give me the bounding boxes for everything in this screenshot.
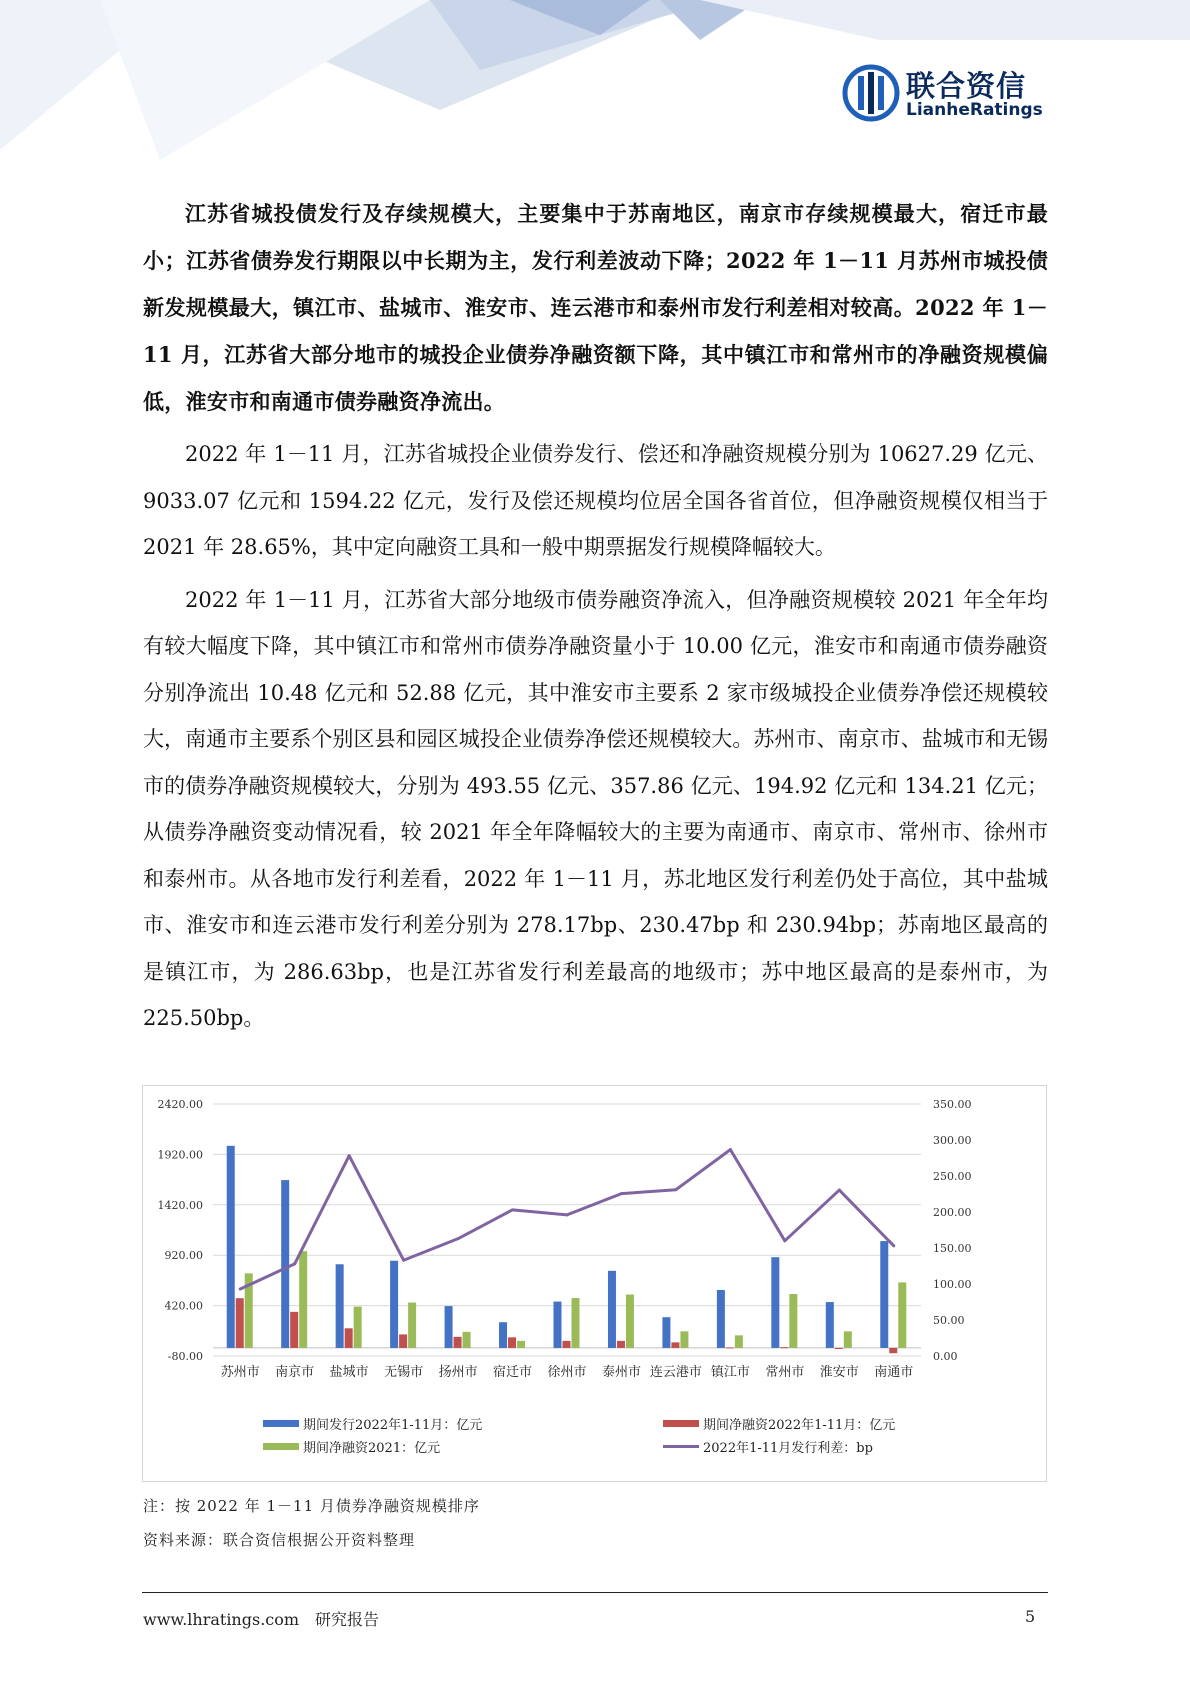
legend-item-issuance — [263, 1414, 482, 1433]
bar-issuance — [445, 1306, 453, 1348]
y-right-tick-label: 150.00 — [933, 1242, 972, 1255]
y-left-tick-label: 2420.00 — [157, 1098, 203, 1111]
x-category-label: 连云港市 — [649, 1365, 702, 1380]
y-right-tick-label: 350.00 — [933, 1098, 972, 1111]
summary-paragraph: 江苏省城投债发行及存续规模大，主要集中于苏南地区，南京市存续规模最大，宿迁市最小；江苏省债券发行期限以中长期为主，发行利差波动下降；2022 年 1－11 月苏州市城投债新发规模最大，镇江市、盐城市、淮安市、连云港市和泰州市发行利差相对较高。2022 年 1－11 月，江苏省大部分地市的城投企业债券净融资额下降，其中镇江市和常州市的净融资规模偏低，淮安市和南通市债券融资净流出。 — [143, 201, 1048, 414]
bar-net-2021 — [572, 1298, 580, 1348]
bar-issuance — [390, 1261, 398, 1348]
bar-issuance — [554, 1302, 562, 1348]
bar-net-2021 — [844, 1331, 852, 1348]
y-right-tick-label: 0.00 — [933, 1350, 958, 1363]
y-left-tick-label: 920.00 — [164, 1249, 203, 1263]
chart-note: 注：按 2022 年 1－11 月债券净融资规模排序 — [143, 1497, 480, 1515]
legend-item-net-2022 — [663, 1414, 895, 1433]
bar-net-2021 — [354, 1307, 362, 1348]
x-category-label: 南通市 — [874, 1365, 914, 1380]
chart-source: 资料来源：联合资信根据公开资料整理 — [143, 1531, 416, 1549]
bar-issuance — [771, 1257, 779, 1348]
report-body — [143, 190, 1048, 1042]
y-left-tick-label: 1420.00 — [157, 1198, 203, 1212]
y-right-tick-label: 50.00 — [933, 1314, 965, 1327]
footer-site: www.lhratings.com 研究报告 — [143, 1610, 380, 1629]
legend-label-spread: 2022年1-11月发行利差：bp — [703, 1441, 873, 1456]
bar-net-2021 — [299, 1251, 307, 1348]
spread-point — [783, 1239, 786, 1242]
bar-net-2022 — [835, 1348, 843, 1349]
bar-net-2021 — [735, 1335, 743, 1348]
bar-net-2022 — [236, 1298, 244, 1348]
chart-canvas — [143, 1086, 1046, 1404]
bar-net-2021 — [463, 1332, 471, 1348]
page-number: 5 — [1025, 1607, 1036, 1626]
spread-point — [511, 1208, 514, 1211]
x-category-label: 无锡市 — [384, 1365, 424, 1380]
bar-net-2022 — [454, 1337, 462, 1348]
x-category-label: 盐城市 — [329, 1365, 369, 1380]
x-category-label: 泰州市 — [601, 1365, 641, 1380]
legend-label-net-2021: 期间净融资2021：亿元 — [303, 1441, 441, 1456]
bar-net-2021 — [626, 1295, 634, 1348]
legend-item-spread — [663, 1437, 873, 1456]
legend-swatch-net-2021 — [263, 1443, 299, 1450]
bar-issuance — [281, 1180, 289, 1348]
spread-point — [402, 1259, 405, 1262]
y-left-tick-label: 420.00 — [164, 1299, 203, 1313]
bar-net-2021 — [789, 1294, 797, 1348]
bar-net-2021 — [517, 1341, 525, 1348]
legend-swatch-spread — [663, 1445, 699, 1448]
y-right-tick-label: 250.00 — [933, 1170, 972, 1183]
legend-swatch-issuance — [263, 1420, 299, 1427]
x-category-label: 镇江市 — [710, 1365, 750, 1380]
bar-net-2022 — [780, 1347, 788, 1348]
x-category-label: 宿迁市 — [493, 1365, 533, 1380]
bar-issuance — [227, 1146, 235, 1348]
x-category-label: 徐州市 — [547, 1365, 587, 1380]
bar-net-2022 — [563, 1341, 571, 1348]
body-paragraph-2: 2022 年 1－11 月，江苏省大部分地级市债券融资净流入，但净融资规模较 2021 年全年均有较大幅度下降，其中镇江市和常州市债券净融资量小于 10.00 亿元，淮安市和南通市债券融资分别净流出 10.48 亿元和 52.88 亿元，其中淮安市主要系 2 家市级城投企业债券净偿还规模较大，南通市主要系个别区县和园区城投企业债券净偿还规模较大。苏州市、南京市、盐城市和无锡市的债券净融资规模较大，分别为 493.55 亿元、357.86 亿元、194.92 亿元和 134.21 亿元；从债券净融资变动情况看，较 2021 年全年降幅较大的主要为南通市、南京市、常州市、徐州市和泰州市。从各地市发行利差看，2022 年 1－11 月，苏北地区发行利差仍处于高位，其中盐城市、淮安市和连云港市发行利差分别为 278.17bp、230.47bp 和 230.94bp；苏南地区最高的是镇江市，为 286.63bp，也是江苏省发行利差最高的地级市；苏中地区最高的是泰州市，为 225.50bp。 — [143, 587, 1048, 1030]
bar-issuance — [499, 1322, 507, 1348]
bar-net-2022 — [671, 1342, 679, 1348]
legend-item-net-2021 — [263, 1437, 440, 1456]
x-category-label: 常州市 — [765, 1365, 805, 1380]
spread-point — [293, 1262, 296, 1265]
x-category-label: 扬州市 — [438, 1365, 478, 1380]
y-right-tick-label: 300.00 — [933, 1134, 972, 1147]
bar-issuance — [608, 1271, 616, 1348]
brand-name-en: LianheRatings — [906, 100, 1043, 120]
brand-name-cn: 联合资信 — [906, 69, 1027, 103]
financing-chart — [142, 1085, 1047, 1482]
x-category-label: 南京市 — [275, 1365, 315, 1380]
legend-swatch-net-2022 — [663, 1420, 699, 1427]
y-right-tick-label: 100.00 — [933, 1278, 972, 1291]
spread-point — [239, 1288, 242, 1291]
bar-net-2022 — [508, 1337, 516, 1348]
bar-net-2022 — [345, 1328, 353, 1348]
bar-net-2021 — [680, 1331, 688, 1348]
legend-label-issuance: 期间发行2022年1-11月：亿元 — [303, 1418, 483, 1433]
y-left-tick-label: -80.00 — [167, 1350, 203, 1363]
bar-net-2022 — [889, 1348, 897, 1353]
bar-issuance — [826, 1302, 834, 1348]
x-category-label: 苏州市 — [220, 1365, 260, 1380]
bar-net-2021 — [408, 1303, 416, 1348]
spread-point — [348, 1154, 351, 1157]
spread-point — [566, 1213, 569, 1216]
spread-point — [674, 1188, 677, 1191]
y-left-tick-label: 1920.00 — [157, 1148, 203, 1162]
body-paragraph-1: 2022 年 1－11 月，江苏省城投企业债券发行、偿还和净融资规模分别为 10627.29 亿元、9033.07 亿元和 1594.22 亿元，发行及偿还规模均位居全国各省首位，但净融资规模仅相当于 2021 年 28.65%，其中定向融资工具和一般中期票据发行规模降幅较大。 — [143, 442, 1048, 559]
bar-net-2022 — [399, 1334, 407, 1348]
y-right-tick-label: 200.00 — [933, 1206, 972, 1219]
bar-net-2021 — [898, 1282, 906, 1348]
spread-point — [457, 1237, 460, 1240]
lianhe-logo-icon — [842, 64, 900, 122]
bar-net-2022 — [726, 1347, 734, 1348]
bar-issuance — [336, 1264, 344, 1348]
legend-label-net-2022: 期间净融资2022年1-11月：亿元 — [703, 1418, 896, 1433]
bar-issuance — [717, 1290, 725, 1348]
spread-point — [620, 1192, 623, 1195]
spread-point — [729, 1148, 732, 1151]
bar-issuance — [662, 1317, 670, 1348]
chart-legend — [143, 1404, 1046, 1474]
spread-point — [838, 1189, 841, 1192]
bar-net-2022 — [617, 1341, 625, 1348]
bar-issuance — [880, 1241, 888, 1348]
bar-net-2022 — [290, 1312, 298, 1348]
brand-logo — [842, 58, 1062, 128]
x-category-label: 淮安市 — [819, 1365, 859, 1380]
footer-divider — [142, 1592, 1048, 1593]
spread-point — [892, 1244, 895, 1247]
